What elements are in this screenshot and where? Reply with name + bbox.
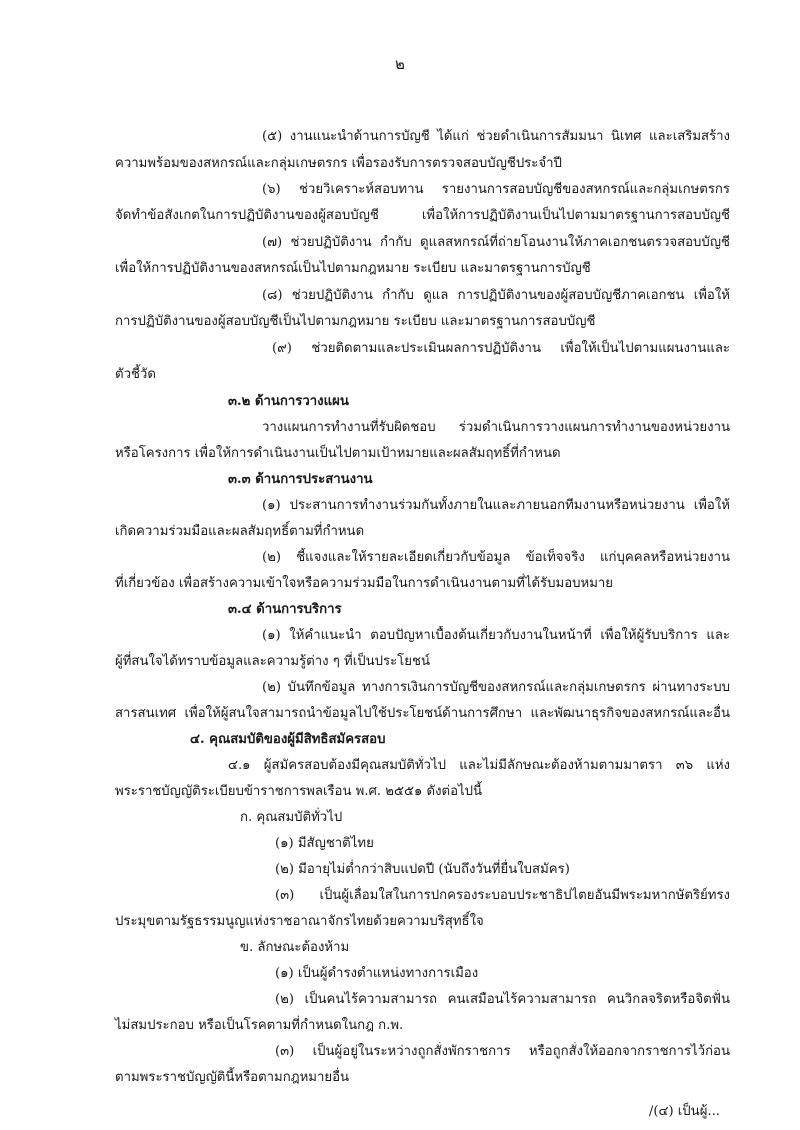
text-line: สารสนเทศ เพื่อให้ผู้สนใจสามารถนำข้อมูลไปใช้ประโยชน์ด้านการศึกษา และพัฒนาธุรกิจของสหกรณ์และอื่น: [115, 706, 730, 721]
subsection-heading: ข. ลักษณะต้องห้าม: [240, 940, 350, 955]
subsection-heading: ก. คุณสมบัติทั่วไป: [240, 810, 343, 825]
text-line: (๒) เป็นคนไร้ความสามารถ คนเสมือนไร้ความสามารถ คนวิกลจริตหรือจิตฟั่น: [275, 992, 730, 1007]
text-line: (๗) ช่วยปฏิบัติงาน กำกับ ดูแลสหกรณ์ที่ถ่ายโอนงานให้ภาคเอกชนตรวจสอบบัญชี: [262, 235, 730, 250]
text-line: เกิดความร่วมมือและผลสัมฤทธิ์ตามที่กำหนด: [115, 524, 365, 539]
text-line: เพื่อให้การปฏิบัติงานของสหกรณ์เป็นไปตามกฎหมาย ระเบียบ และมาตรฐานการบัญชี: [115, 261, 591, 276]
text-line: (๕) งานแนะนำด้านการบัญชี ได้แก่ ช่วยดำเนินการสัมมนา นิเทศ และเสริมสร้าง: [262, 129, 730, 144]
text-line: ประมุขตามรัฐธรรมนูญแห่งราชอาณาจักรไทยด้วยความบริสุทธิ์ใจ: [115, 914, 484, 929]
text-line: (๖) ช่วยวิเคราะห์สอบทาน รายงานการสอบบัญชีของสหกรณ์และกลุ่มเกษตรกร: [262, 182, 730, 197]
text-line: ไม่สมประกอบ หรือเป็นโรคตามที่กำหนดในกฎ ก.พ.: [115, 1018, 404, 1033]
text-line: จัดทำข้อสังเกตในการปฏิบัติงานของผู้สอบบัญชี เพื่อให้การปฏิบัติงานเป็นไปตามมาตรฐานการสอบบัญชี: [115, 208, 730, 223]
text-line: (๒) บันทึกข้อมูล ทางการเงินการบัญชีของสหกรณ์และกลุ่มเกษตรกร ผ่านทางระบบ: [262, 680, 730, 695]
text-line: (๓) เป็นผู้เลื่อมใสในการปกครองระบอบประชาธิปไตยอันมีพระมหากษัตริย์ทรง: [275, 888, 730, 903]
text-line: วางแผนการทำงานที่รับผิดชอบ ร่วมดำเนินการวางแผนการทำงานของหน่วยงาน: [262, 420, 730, 435]
text-line: ความพร้อมของสหกรณ์และกลุ่มเกษตรกร เพื่อรองรับการตรวจสอบบัญชีประจำปี: [115, 156, 562, 171]
text-line: ตัวชี้วัด: [115, 367, 156, 382]
text-line: หรือโครงการ เพื่อให้การดำเนินงานเป็นไปตามเป้าหมายและผลสัมฤทธิ์ที่กำหนด: [115, 446, 561, 461]
text-line: (๒) ชี้แจงและให้รายละเอียดเกี่ยวกับข้อมูล ข้อเท็จจริง แก่บุคคลหรือหน่วยงาน: [262, 550, 730, 565]
text-line: (๘) ช่วยปฏิบัติงาน กำกับ ดูแล การปฏิบัติงานของผู้สอบบัญชีภาคเอกชน เพื่อให้: [262, 288, 730, 303]
text-line: (๙) ช่วยติดตามและประเมินผลการปฏิบัติงาน เพื่อให้เป็นไปตามแผนงานและ: [272, 341, 730, 356]
section-heading: ๓.๓ ด้านการประสานงาน: [228, 472, 373, 487]
section-heading: ๓.๒ ด้านการวางแผน: [228, 394, 349, 409]
text-line: ที่เกี่ยวข้อง เพื่อสร้างความเข้าใจหรือความร่วมมือในการดำเนินงานตามที่ได้รับมอบหมาย: [115, 576, 614, 591]
text-line: (๓) เป็นผู้อยู่ในระหว่างถูกสั่งพักราชการ หรือถูกสั่งให้ออกจากราชการไว้ก่อน: [275, 1044, 730, 1059]
text-line: ผู้ที่สนใจได้ทราบข้อมูลและความรู้ต่าง ๆ ที่เป็นประโยชน์: [115, 654, 430, 669]
section-heading: ๔. คุณสมบัติของผู้มีสิทธิสมัครสอบ: [190, 732, 386, 747]
text-line: ตามพระราชบัญญัตินี้หรือตามกฎหมายอื่น: [115, 1070, 350, 1085]
section-heading: ๓.๔ ด้านการบริการ: [228, 602, 342, 617]
text-line: ๔.๑ ผู้สมัครสอบต้องมีคุณสมบัติทั่วไป และไม่มีลักษณะต้องห้ามตามมาตรา ๓๖ แห่ง: [228, 758, 730, 773]
continuation-note: /(๔) เป็นผู้...: [648, 1104, 720, 1119]
text-line: (๑) มีสัญชาติไทย: [275, 836, 374, 851]
text-line: (๑) ให้คำแนะนำ ตอบปัญหาเบื้องต้นเกี่ยวกับงานในหน้าที่ เพื่อให้ผู้รับบริการ และ: [262, 628, 730, 643]
text-line: (๑) เป็นผู้ดำรงตำแหน่งทางการเมือง: [275, 966, 479, 981]
text-line: พระราชบัญญัติระเบียบข้าราชการพลเรือน พ.ศ. ๒๕๕๑ ดังต่อไปนี้: [115, 784, 483, 799]
text-line: (๒) มีอายุไม่ต่ำกว่าสิบแปดปี (นับถึงวันที่ยื่นใบสมัคร): [275, 862, 570, 877]
text-line: (๑) ประสานการทำงานร่วมกันทั้งภายในและภายนอกทีมงานหรือหน่วยงาน เพื่อให้: [262, 498, 730, 513]
text-line: การปฏิบัติงานของผู้สอบบัญชีเป็นไปตามกฎหมาย ระเบียบ และมาตรฐานการสอบบัญชี: [115, 314, 596, 329]
page-number: ๒: [395, 55, 405, 73]
